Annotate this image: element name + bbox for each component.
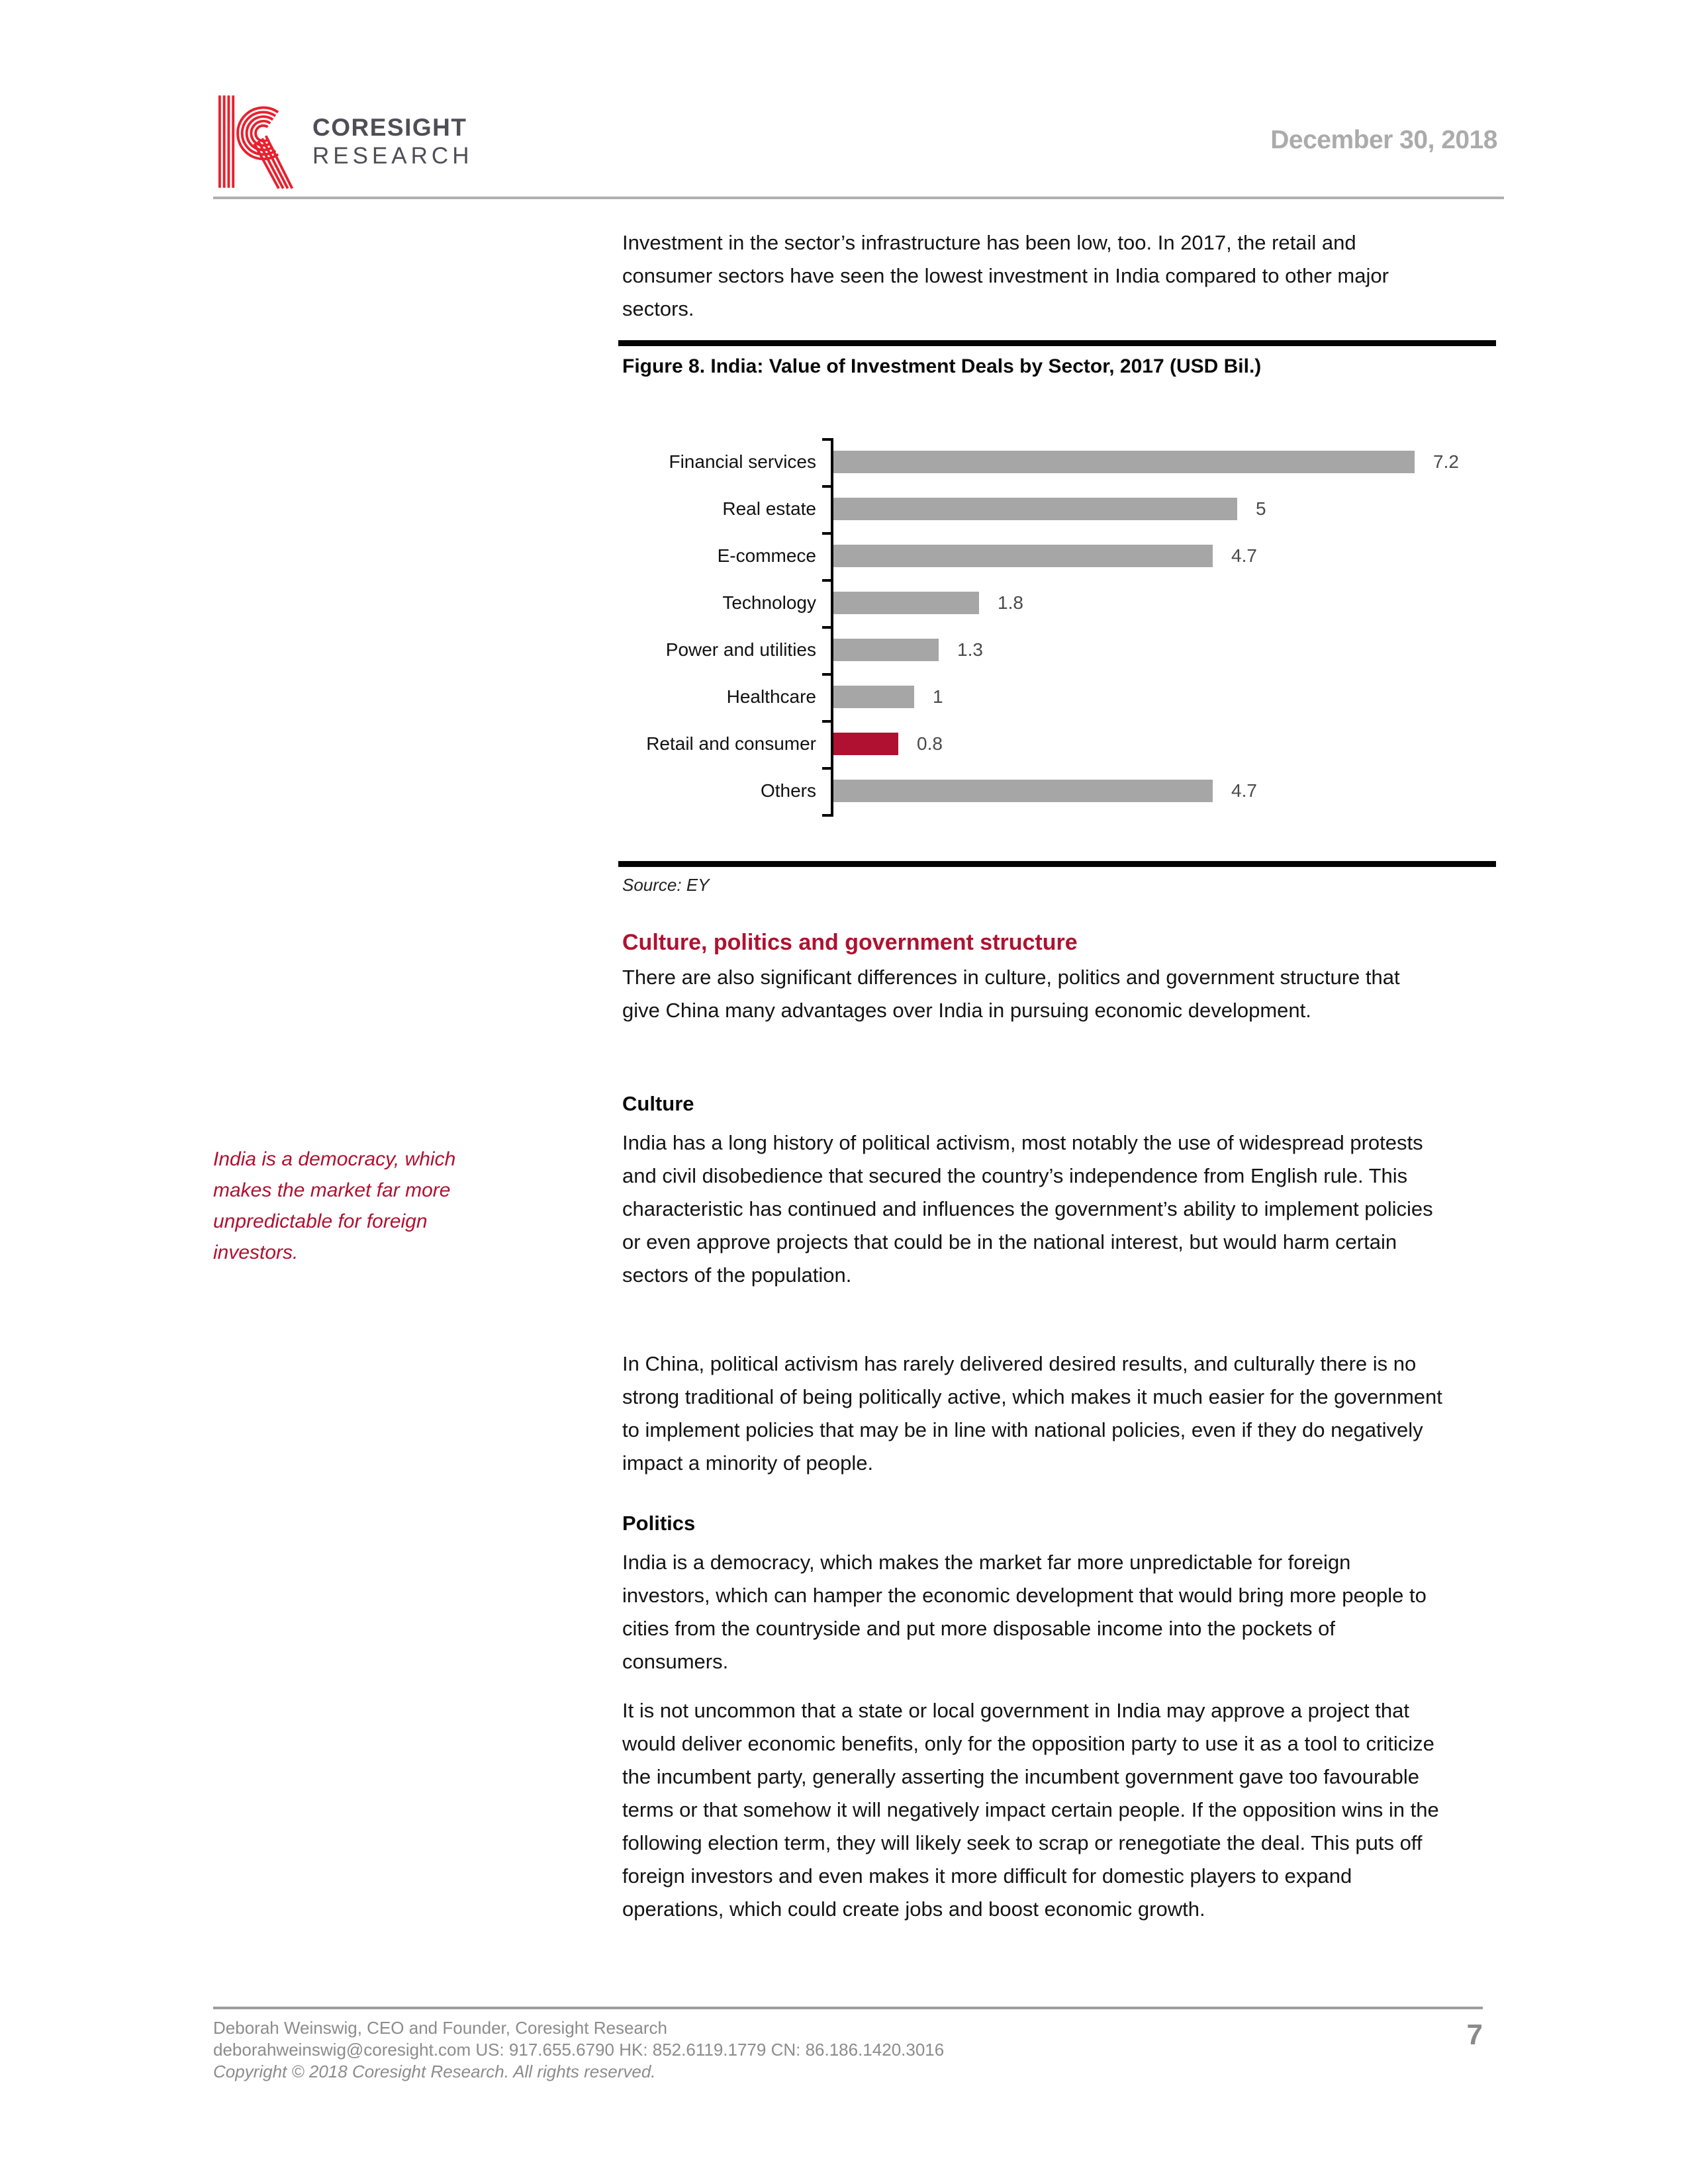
chart-category-label: Retail and consumer (646, 733, 816, 754)
chart-value-label: 4.7 (1231, 780, 1257, 801)
figure-title: Figure 8. India: Value of Investment Deals by Sector, 2017 (USD Bil.) (622, 355, 1262, 377)
chart-bar-retail-and-consumer (833, 733, 898, 755)
sidebar-pull-quote: India is a democracy, which makes the market far more unpredictable for foreign investors. (213, 1148, 456, 1263)
chart-category-label: Power and utilities (665, 639, 816, 660)
chart-bar-technology (833, 592, 979, 614)
china-paragraph: In China, political activism has rarely delivered desired results, and culturally there is no strong traditional of being politically active, which makes it much easier for the government to implement policies that may be in line with national policies, even if they do negatively impact a minority of people. (622, 1352, 1442, 1475)
chart-axis-tick (822, 485, 833, 488)
coresight-logo-text (312, 113, 473, 170)
chart-axis-tick (822, 579, 833, 582)
culture-paragraph: India has a long history of political activism, most notably the use of widespread protests and civil disobedience that secured the country’s independence from English rule. This characteristic has continued and influences the government’s ability to implement policies or even approve projects that could be in the national interest, but would harm certain sectors of the population. (622, 1131, 1433, 1287)
logo-wordmark-coresight: CORESIGHT (312, 114, 467, 141)
footer-copyright-line: Copyright © 2018 Coresight Research. All rights reserved. (213, 2062, 656, 2081)
chart-axis-tick (822, 814, 833, 817)
footer-author-line: Deborah Weinswig, CEO and Founder, Coresight Research (213, 2018, 667, 2038)
figure-top-rule (618, 340, 1496, 346)
chart-category-label: E-commece (717, 545, 816, 566)
footer-divider (213, 2007, 1483, 2009)
chart-value-label: 4.7 (1231, 545, 1257, 566)
politics-paragraph-2: It is not uncommon that a state or local government in India may approve a project that would deliver economic benefits, only for the opposition party to use it as a tool to criticize the incumbent party, generally asserting the incumbent government gave too favourable terms or that somehow it will negatively impact certain people. If the opposition wins in the following election term, they will likely seek to scrap or renegotiate the deal. This puts off foreign investors and even makes it more difficult for domestic players to expand operations, which could create jobs and boost economic growth. (622, 1699, 1439, 1921)
chart-axis-tick (822, 720, 833, 723)
footer (213, 2017, 1338, 2083)
chart-category-label: Real estate (722, 498, 816, 519)
figure-source: Source: EY (622, 875, 710, 895)
section-intro-paragraph: There are also significant differences in culture, politics and government structure that give China many advantages over India in pursuing economic development. (622, 966, 1400, 1022)
intro-paragraph: Investment in the sector’s infrastructure has been low, too. In 2017, the retail and consumer sectors have seen the lowest investment in India compared to other major sectors. (622, 231, 1389, 320)
chart-axis-tick (822, 767, 833, 770)
subheading-culture: Culture (622, 1092, 694, 1115)
logo-wordmark-research: RESEARCH (312, 143, 473, 169)
chart-axis-tick (822, 532, 833, 535)
chart-value-label: 7.2 (1433, 451, 1459, 472)
page-number: 7 (1466, 2019, 1483, 2051)
chart-value-label: 5 (1256, 498, 1266, 519)
chart-value-label: 1.8 (998, 592, 1023, 613)
chart-bar-financial-services (833, 451, 1415, 473)
report-date: December 30, 2018 (1270, 126, 1497, 154)
chart-axis-tick (822, 438, 833, 441)
politics-paragraph-1: India is a democracy, which makes the market far more unpredictable for foreign investors, which can hamper the economic development that would bring more people to cities from the countryside and put more disposable income into the pockets of consumers. (622, 1551, 1427, 1673)
chart-value-label: 0.8 (917, 733, 943, 754)
chart-bar-real-estate (833, 498, 1237, 520)
figure-chart (622, 433, 1500, 824)
chart-category-label: Technology (722, 592, 816, 613)
figure-bottom-rule (618, 861, 1496, 867)
subheading-politics: Politics (622, 1512, 696, 1535)
footer-contact-line: deborahweinswig@coresight.com US: 917.655.6790 HK: 852.6119.1779 CN: 86.186.1420.3016 (213, 2040, 945, 2060)
header-divider (213, 197, 1504, 199)
coresight-logo-icon (217, 93, 301, 191)
chart-category-label: Others (760, 780, 816, 801)
chart-bar-others (833, 780, 1213, 802)
coresight-logo (217, 93, 473, 191)
chart-axis-tick (822, 626, 833, 629)
section-heading-culture-politics: Culture, politics and government structure (622, 930, 1078, 955)
chart-axis-tick (822, 673, 833, 676)
chart-category-label: Financial services (669, 451, 816, 472)
chart-value-label: 1.3 (957, 639, 983, 660)
chart-value-label: 1 (933, 686, 943, 707)
chart-bar-e-commece (833, 545, 1213, 567)
chart-category-label: Healthcare (726, 686, 816, 707)
chart-bar-healthcare (833, 686, 914, 708)
chart-bar-power-and-utilities (833, 639, 939, 661)
